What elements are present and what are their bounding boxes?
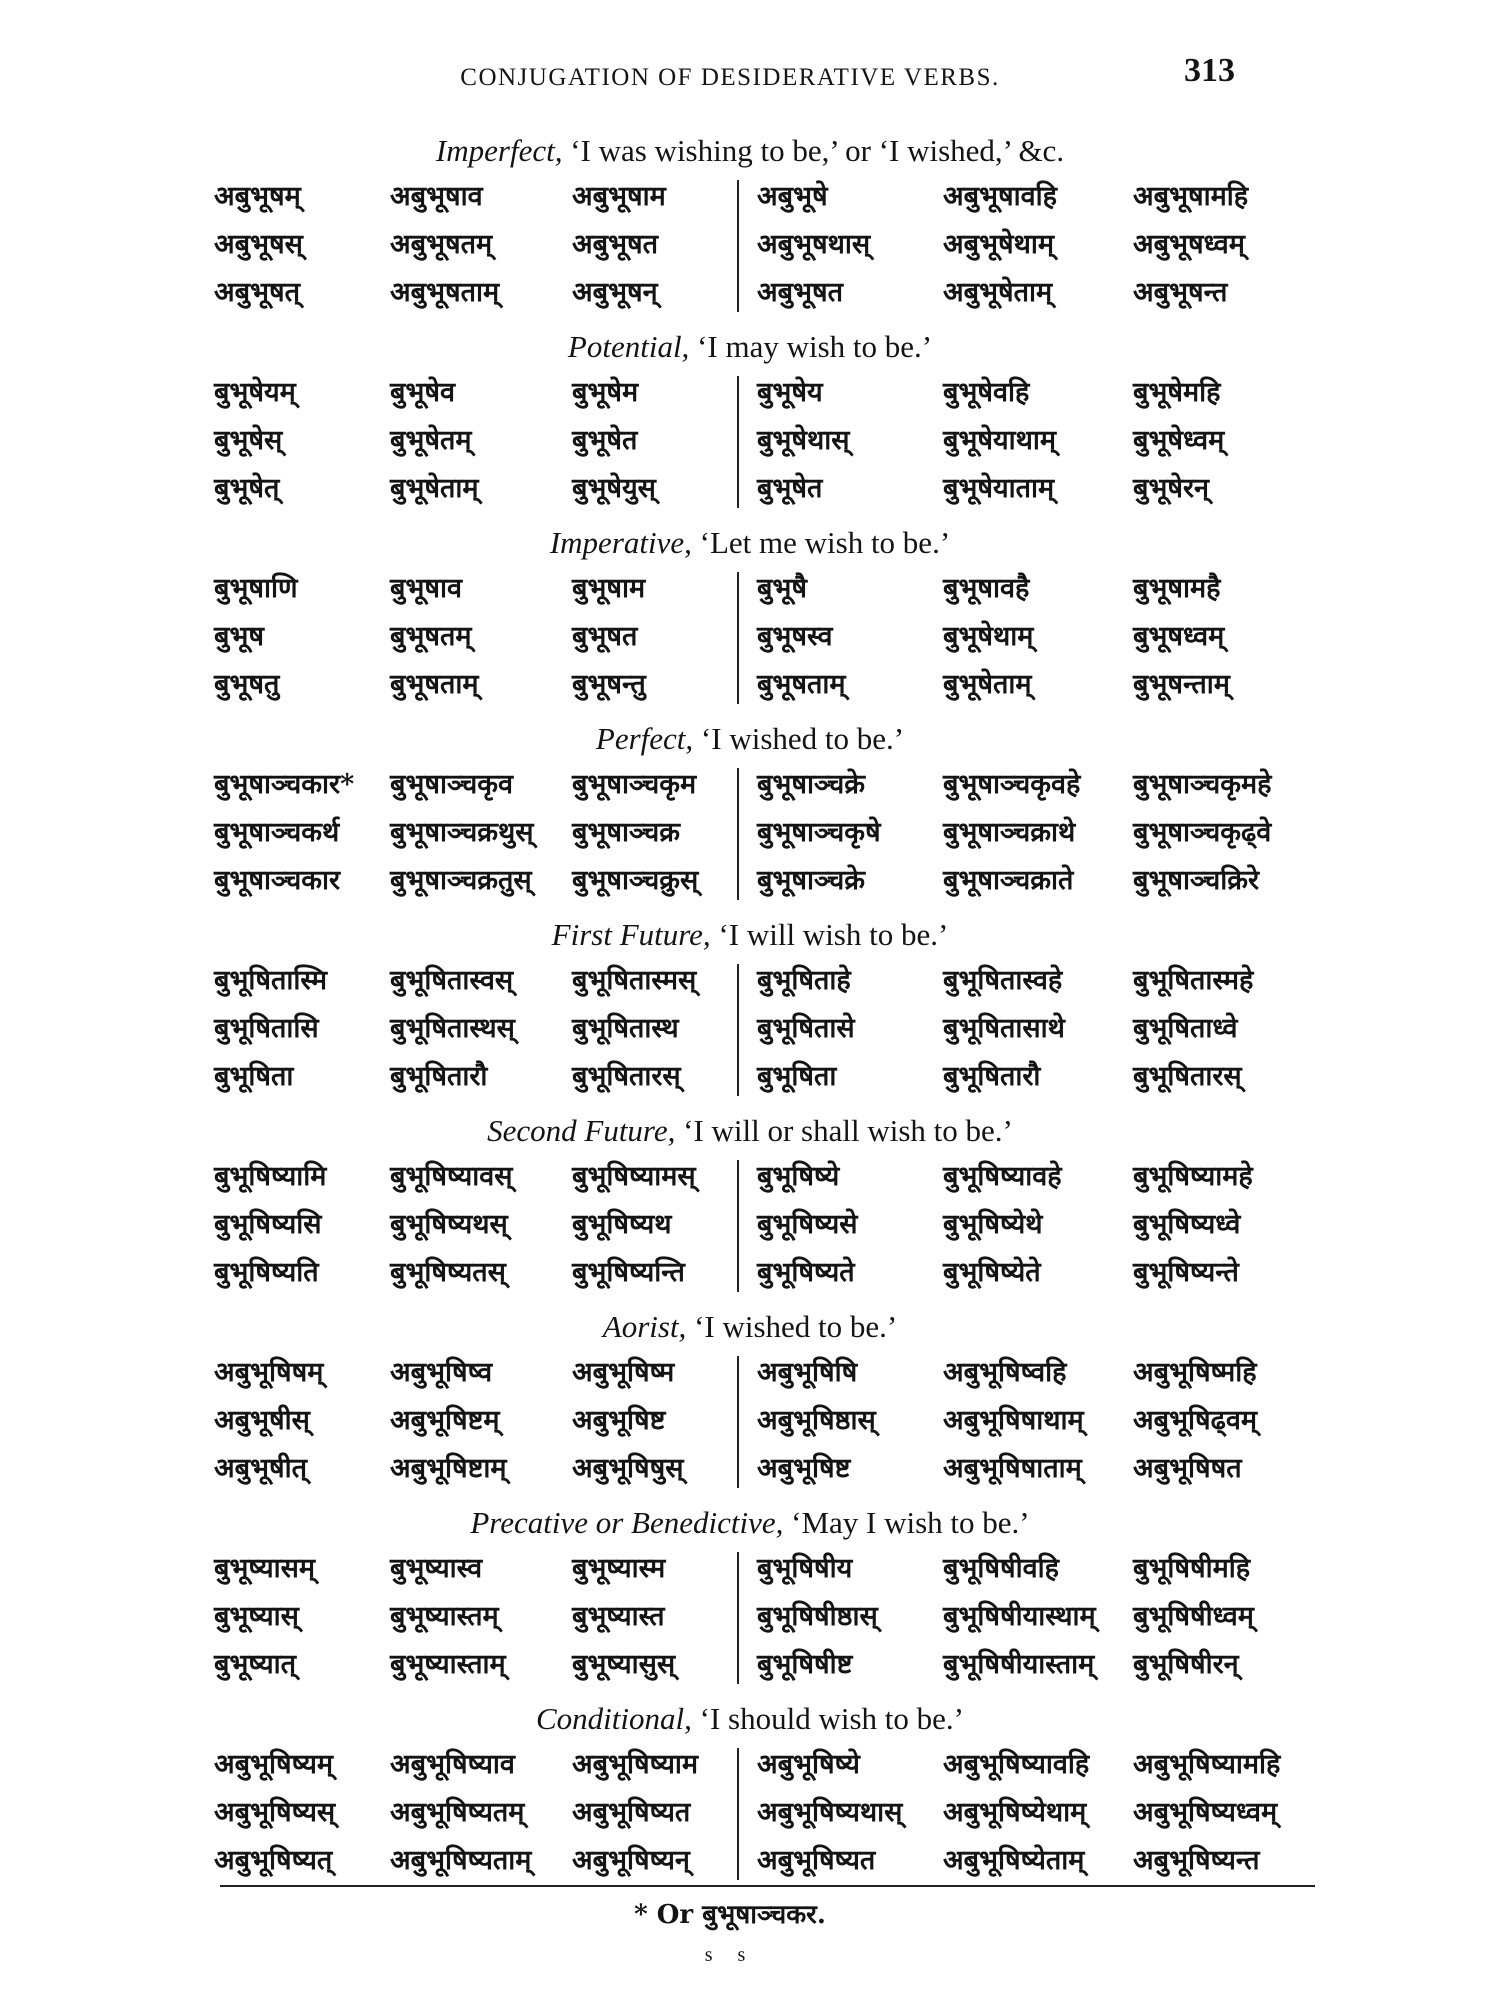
person-row xyxy=(0,1596,1500,1644)
tense-heading xyxy=(0,910,1500,960)
verb-form: बुभूषाञ्चकार xyxy=(214,865,341,896)
tense-gloss: ‘I may wish to be.’ xyxy=(697,329,933,364)
verb-form: अबुभूषिषुस् xyxy=(572,1453,684,1484)
verb-form: बुभूषिताध्वे xyxy=(1133,1013,1238,1044)
conjugation-grid xyxy=(0,568,1500,714)
verb-form: अबुभूषिष्यत् xyxy=(214,1845,333,1876)
verb-form: बुभूषाञ्चकृव xyxy=(390,769,514,800)
verb-form: बुभूषत xyxy=(572,621,638,652)
verb-form: बुभूषिष्यथ xyxy=(572,1209,672,1240)
verb-form: बुभूषेयम् xyxy=(214,377,296,408)
verb-form: अबुभूषिष्यस् xyxy=(214,1797,336,1828)
page-header xyxy=(0,52,1500,102)
verb-form: बुभूषितारौ xyxy=(390,1061,488,1092)
verb-form: बुभूषेध्वम् xyxy=(1133,425,1225,456)
verb-form: अबुभूषेताम् xyxy=(943,277,1053,308)
verb-form: बुभूषिषीष्ठास् xyxy=(757,1601,878,1632)
verb-form: बुभूषेम xyxy=(572,377,639,408)
tense-section xyxy=(0,1498,1500,1694)
verb-form: बुभूष्यास्व xyxy=(390,1553,483,1584)
verb-form: बुभूषेरन् xyxy=(1133,473,1210,504)
verb-form: बुभूषामहै xyxy=(1133,573,1221,604)
verb-form: बुभूषाञ्चक्रथुस् xyxy=(390,817,534,848)
verb-form: अबुभूषिष्यध्वम् xyxy=(1133,1797,1278,1828)
verb-form: बुभूषिषीय xyxy=(757,1553,853,1584)
verb-form: अबुभूषत xyxy=(572,229,659,260)
tense-section xyxy=(0,126,1500,322)
verb-form: अबुभूषामहि xyxy=(1133,181,1249,212)
verb-form: अबुभूषन् xyxy=(572,277,658,308)
verb-form: बुभूषाम xyxy=(572,573,646,604)
verb-form: बुभूषिषीमहि xyxy=(1133,1553,1251,1584)
verb-form: बुभूषितारौ xyxy=(943,1061,1041,1092)
verb-form: बुभूषाञ्चक्रतुस् xyxy=(390,865,532,896)
verb-form: बुभूष्यास्म xyxy=(572,1553,666,1584)
verb-form: अबुभूषावहि xyxy=(943,181,1057,212)
verb-form: बुभूषितास्थस् xyxy=(390,1013,515,1044)
verb-form: अबुभूषिष्व xyxy=(390,1357,493,1388)
conjugation-grid xyxy=(0,1548,1500,1694)
verb-form: अबुभूषिष्टाम् xyxy=(390,1453,507,1484)
verb-form: बुभूषतम् xyxy=(390,621,472,652)
verb-form: बुभूषिष्यन्ते xyxy=(1133,1257,1239,1288)
verb-form: अबुभूषिष्याव xyxy=(390,1749,515,1780)
verb-form: बुभूषेय xyxy=(757,377,823,408)
verb-form: अबुभूषिष्ठास् xyxy=(757,1405,876,1436)
verb-form: अबुभूषिष्यथास् xyxy=(757,1797,903,1828)
tense-gloss: ‘I will wish to be.’ xyxy=(718,917,949,952)
verb-form: बुभूषाञ्चकर्थ xyxy=(214,817,340,848)
person-row xyxy=(0,664,1500,712)
verb-form: अबुभूषध्वम् xyxy=(1133,229,1245,260)
person-row xyxy=(0,1204,1500,1252)
verb-form: बुभूष्यास्त xyxy=(572,1601,665,1632)
verb-form: बुभूषिष्यते xyxy=(757,1257,855,1288)
person-row xyxy=(0,1548,1500,1596)
verb-form: बुभूषताम् xyxy=(390,669,479,700)
verb-form: अबुभूषत xyxy=(757,277,844,308)
verb-form: बुभूषाञ्चकृढ्वे xyxy=(1133,817,1272,848)
verb-form: बुभूषिष्येते xyxy=(943,1257,1041,1288)
verb-form: बुभूषिष्यसे xyxy=(757,1209,858,1240)
tense-name: Imperfect, xyxy=(435,133,563,168)
verb-form: बुभूषिष्यसि xyxy=(214,1209,322,1240)
verb-form: अबुभूषम् xyxy=(214,181,301,212)
person-row xyxy=(0,1448,1500,1496)
verb-form: अबुभूषिष्म xyxy=(572,1357,675,1388)
verb-form: बुभूषाञ्चक्रिरे xyxy=(1133,865,1260,896)
verb-form: बुभूषितारस् xyxy=(572,1061,681,1092)
conjugation-grid xyxy=(0,960,1500,1106)
tense-heading xyxy=(0,1302,1500,1352)
verb-form: बुभूषेथाम् xyxy=(943,621,1034,652)
verb-form: बुभूषिषीयास्थाम् xyxy=(943,1601,1096,1632)
tense-name: Perfect, xyxy=(595,721,694,756)
verb-form: बुभूषितास्मस् xyxy=(572,965,697,996)
verb-form: अबुभूषत् xyxy=(214,277,301,308)
verb-form: बुभूषिष्यावस् xyxy=(390,1161,513,1192)
running-title: CONJUGATION OF DESIDERATIVE VERBS. xyxy=(460,64,1000,91)
verb-form: अबुभूषस् xyxy=(214,229,303,260)
conjugation-grid xyxy=(0,764,1500,910)
person-row xyxy=(0,1644,1500,1692)
verb-form: अबुभूषिषत xyxy=(1133,1453,1242,1484)
verb-form: बुभूषस्व xyxy=(757,621,833,652)
verb-form: बुभूषिष्यतस् xyxy=(390,1257,506,1288)
verb-form: अबुभूषन्त xyxy=(1133,277,1228,308)
tense-gloss: ‘May I wish to be.’ xyxy=(791,1505,1030,1540)
verb-form: बुभूषाञ्चक्रुस् xyxy=(572,865,699,896)
tense-name: Aorist, xyxy=(602,1309,687,1344)
person-row xyxy=(0,1008,1500,1056)
verb-form: बुभूष्यासम् xyxy=(214,1553,316,1584)
conjugation-grid xyxy=(0,1352,1500,1498)
verb-form: अबुभूषिष्टम् xyxy=(390,1405,500,1436)
person-row xyxy=(0,468,1500,516)
tense-gloss: ‘I wished to be.’ xyxy=(694,1309,898,1344)
verb-form: बुभूषन्ताम् xyxy=(1133,669,1230,700)
person-row xyxy=(0,616,1500,664)
footnote: * Or बुभूषाञ्चकर. xyxy=(634,1900,826,1930)
verb-form: अबुभूषिष्यन् xyxy=(572,1845,690,1876)
tense-name: Second Future, xyxy=(487,1113,676,1148)
conjugation-grid xyxy=(0,1156,1500,1302)
verb-form: अबुभूषिष्यन्त xyxy=(1133,1845,1260,1876)
tense-section xyxy=(0,1694,1500,1890)
tense-gloss: ‘I will or shall wish to be.’ xyxy=(683,1113,1013,1148)
verb-form: अबुभूषीत् xyxy=(214,1453,308,1484)
verb-form: अबुभूषिषि xyxy=(757,1357,858,1388)
verb-form: बुभूषाञ्चक्रे xyxy=(757,865,866,896)
verb-form: अबुभूषिष्वहि xyxy=(943,1357,1067,1388)
verb-form: बुभूषितासि xyxy=(214,1013,319,1044)
verb-form: अबुभूषिषाताम् xyxy=(943,1453,1082,1484)
verb-form: बुभूषेताम् xyxy=(943,669,1032,700)
verb-form: बुभूषिषीरन् xyxy=(1133,1649,1239,1680)
verb-form: बुभूषिषीवहि xyxy=(943,1553,1059,1584)
verb-form: बुभूषेमहि xyxy=(1133,377,1221,408)
person-row xyxy=(0,812,1500,860)
verb-form: अबुभूषिष्येथाम् xyxy=(943,1797,1087,1828)
person-row xyxy=(0,224,1500,272)
verb-form: अबुभूषिष्यावहि xyxy=(943,1749,1090,1780)
tense-gloss: ‘I should wish to be.’ xyxy=(699,1701,964,1736)
verb-form: बुभूषितास्वहे xyxy=(943,965,1063,996)
verb-form: बुभूषितास्महे xyxy=(1133,965,1254,996)
verb-form: बुभूषेयाथाम् xyxy=(943,425,1057,456)
verb-form: बुभूषेतम् xyxy=(390,425,472,456)
verb-form: अबुभूषिष्यम् xyxy=(214,1749,334,1780)
verb-form: बुभूषै xyxy=(757,573,808,604)
tense-heading xyxy=(0,1498,1500,1548)
tense-section xyxy=(0,518,1500,714)
tense-name: Imperative, xyxy=(549,525,692,560)
person-row xyxy=(0,860,1500,908)
verb-form: बुभूषेयाताम् xyxy=(943,473,1055,504)
tense-name: First Future, xyxy=(551,917,711,952)
verb-form: अबुभूषाव xyxy=(390,181,483,212)
verb-form: बुभूषतु xyxy=(214,669,280,700)
verb-form: बुभूषेस् xyxy=(214,425,283,456)
verb-form: बुभूषिषीध्वम् xyxy=(1133,1601,1254,1632)
verb-form: अबुभूषाम xyxy=(572,181,666,212)
verb-form: बुभूषाञ्चक्राथे xyxy=(943,817,1076,848)
verb-form: बुभूषाञ्चकृम xyxy=(572,769,697,800)
verb-form: बुभूषेयुस् xyxy=(572,473,656,504)
verb-form: बुभूषिताहे xyxy=(757,965,851,996)
person-row xyxy=(0,960,1500,1008)
verb-form: बुभूषाञ्चक्र xyxy=(572,817,681,848)
conjugation-grid xyxy=(0,176,1500,322)
person-row xyxy=(0,176,1500,224)
tense-section xyxy=(0,1106,1500,1302)
person-row xyxy=(0,568,1500,616)
verb-form: बुभूष्यात् xyxy=(214,1649,297,1680)
tense-name: Conditional, xyxy=(536,1701,692,1736)
tense-section xyxy=(0,1302,1500,1498)
tense-gloss: ‘I wished to be.’ xyxy=(700,721,905,756)
verb-form: अबुभूषेथाम् xyxy=(943,229,1055,260)
verb-form: बुभूषन्तु xyxy=(572,669,646,700)
tense-section xyxy=(0,714,1500,910)
verb-form: बुभूषिष्यति xyxy=(214,1257,319,1288)
verb-form: अबुभूषिष्येताम् xyxy=(943,1845,1085,1876)
verb-form: बुभूषताम् xyxy=(757,669,846,700)
verb-form: बुभूषेथास् xyxy=(757,425,850,456)
verb-form: बुभूषावहै xyxy=(943,573,1030,604)
verb-form: अबुभूषताम् xyxy=(390,277,500,308)
verb-form: बुभूषाञ्चक्रे xyxy=(757,769,866,800)
verb-form: अबुभूषिष्यत xyxy=(572,1797,691,1828)
verb-form: बुभूषिष्यन्ति xyxy=(572,1257,685,1288)
verb-form: बुभूषेत xyxy=(757,473,823,504)
verb-form: बुभूषितास्वस् xyxy=(390,965,514,996)
person-row xyxy=(0,1400,1500,1448)
tense-heading xyxy=(0,1106,1500,1156)
person-row xyxy=(0,420,1500,468)
person-row xyxy=(0,1744,1500,1792)
tense-heading xyxy=(0,126,1500,176)
tense-name: Potential, xyxy=(567,329,690,364)
person-row xyxy=(0,1792,1500,1840)
verb-form: अबुभूषिष्याम xyxy=(572,1749,699,1780)
verb-form: बुभूषाञ्चकार* xyxy=(214,769,355,800)
tense-heading xyxy=(0,1694,1500,1744)
verb-form: बुभूष्यास्ताम् xyxy=(390,1649,506,1680)
verb-form: अबुभूषतम् xyxy=(390,229,493,260)
verb-form: बुभूषाञ्चकृषे xyxy=(757,817,881,848)
verb-form: बुभूषितास्थ xyxy=(572,1013,679,1044)
verb-form: बुभूष xyxy=(214,621,265,652)
verb-form: अबुभूषथास् xyxy=(757,229,871,260)
verb-form: बुभूषिषीयास्ताम् xyxy=(943,1649,1095,1680)
verb-form: अबुभूषिषाथाम् xyxy=(943,1405,1084,1436)
tense-heading xyxy=(0,714,1500,764)
verb-form: बुभूषेव xyxy=(390,377,456,408)
verb-form: बुभूषेत xyxy=(572,425,638,456)
verb-form: बुभूषिष्यामहे xyxy=(1133,1161,1253,1192)
verb-form: बुभूषिता xyxy=(214,1061,294,1092)
person-row xyxy=(0,1352,1500,1400)
person-row xyxy=(0,1056,1500,1104)
tense-gloss: ‘Let me wish to be.’ xyxy=(699,525,951,560)
verb-form: बुभूषेत् xyxy=(214,473,280,504)
verb-form: अबुभूषिष्ये xyxy=(757,1749,860,1780)
verb-form: बुभूषाञ्चकृमहे xyxy=(1133,769,1272,800)
verb-form: अबुभूषिष्यत xyxy=(757,1845,876,1876)
verb-form: बुभूषितारस् xyxy=(1133,1061,1242,1092)
verb-form: अबुभूषिष्यतम् xyxy=(390,1797,525,1828)
verb-form: बुभूषाणि xyxy=(214,573,298,604)
verb-form: बुभूषिष्यामि xyxy=(214,1161,327,1192)
conjugation-grid xyxy=(0,1744,1500,1890)
signature-mark: s s xyxy=(704,1944,756,1966)
person-row xyxy=(0,1840,1500,1888)
verb-form: बुभूषिष्ये xyxy=(757,1161,840,1192)
verb-form: अबुभूषिषम् xyxy=(214,1357,324,1388)
conjugation-grid xyxy=(0,372,1500,518)
verb-form: बुभूषिष्येथे xyxy=(943,1209,1043,1240)
verb-form: अबुभूषे xyxy=(757,181,828,212)
verb-form: अबुभूषीस् xyxy=(214,1405,310,1436)
verb-form: बुभूषाञ्चक्राते xyxy=(943,865,1074,896)
tense-section xyxy=(0,910,1500,1106)
verb-form: बुभूषिता xyxy=(757,1061,837,1092)
verb-form: अबुभूषिष्यामहि xyxy=(1133,1749,1281,1780)
tense-name: Precative or Benedictive, xyxy=(470,1505,784,1540)
person-row xyxy=(0,272,1500,320)
verb-form: बुभूष्यास् xyxy=(214,1601,299,1632)
verb-form: अबुभूषिष्ट xyxy=(757,1453,851,1484)
verb-form: बुभूषिष्यथस् xyxy=(390,1209,508,1240)
person-row xyxy=(0,1252,1500,1300)
person-row xyxy=(0,764,1500,812)
verb-form: बुभूषध्वम् xyxy=(1133,621,1225,652)
verb-form: बुभूषाव xyxy=(390,573,463,604)
verb-form: बुभूषेताम् xyxy=(390,473,479,504)
verb-form: अबुभूषिष्ट xyxy=(572,1405,666,1436)
tense-section xyxy=(0,322,1500,518)
verb-form: बुभूषिषीष्ट xyxy=(757,1649,853,1680)
verb-form: बुभूषितास्मि xyxy=(214,965,328,996)
verb-form: बुभूष्यासुस् xyxy=(572,1649,676,1680)
tense-gloss: ‘I was wishing to be,’ or ‘I wished,’ &c. xyxy=(570,133,1065,168)
verb-form: बुभूषाञ्चकृवहे xyxy=(943,769,1081,800)
verb-form: बुभूषितासाथे xyxy=(943,1013,1065,1044)
verb-form: बुभूषिष्यध्वे xyxy=(1133,1209,1241,1240)
page-number: 313 xyxy=(1184,52,1235,89)
verb-form: बुभूषेवहि xyxy=(943,377,1030,408)
verb-form: बुभूष्यास्तम् xyxy=(390,1601,499,1632)
person-row xyxy=(0,372,1500,420)
tense-heading xyxy=(0,518,1500,568)
footnote-rule xyxy=(220,1885,1315,1887)
tense-heading xyxy=(0,322,1500,372)
verb-form: अबुभूषिढ्वम् xyxy=(1133,1405,1257,1436)
verb-form: बुभूषितासे xyxy=(757,1013,855,1044)
conjugation-sections xyxy=(0,126,1500,1890)
verb-form: अबुभूषिष्महि xyxy=(1133,1357,1257,1388)
verb-form: अबुभूषिष्यताम् xyxy=(390,1845,532,1876)
person-row xyxy=(0,1156,1500,1204)
verb-form: बुभूषिष्यामस् xyxy=(572,1161,696,1192)
verb-form: बुभूषिष्यावहे xyxy=(943,1161,1062,1192)
